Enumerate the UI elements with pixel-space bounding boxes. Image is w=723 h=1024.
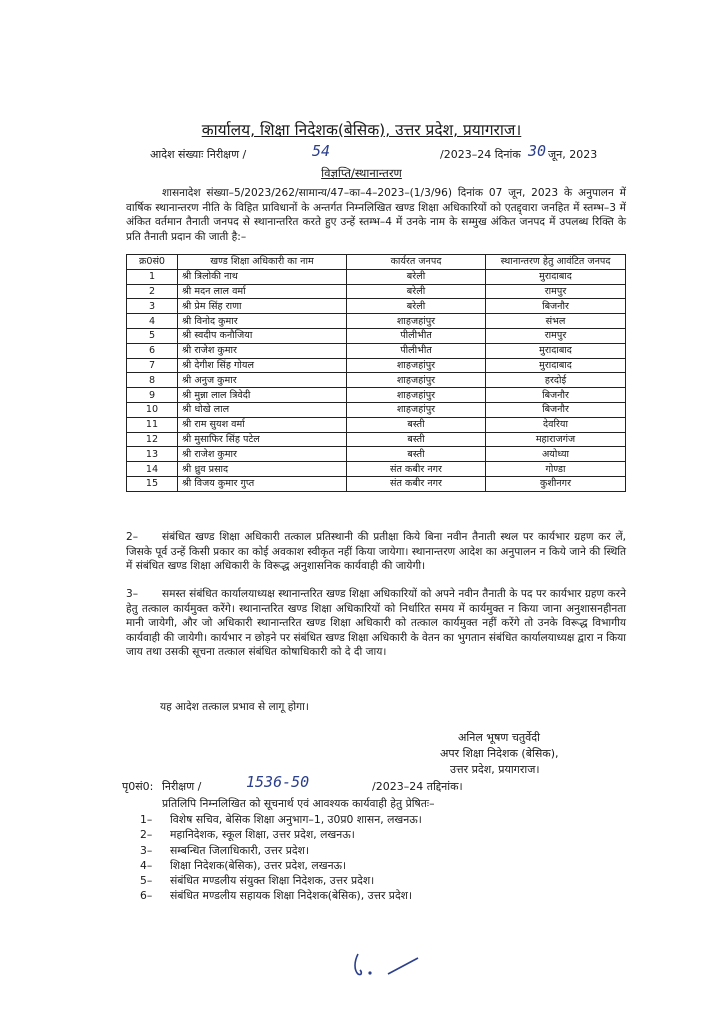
endorsement-prefix: निरीक्षण / [162,780,202,793]
table-row [127,447,626,462]
table-row [127,432,626,447]
table-row [127,284,626,299]
cc-item [140,843,422,858]
allotted-district-cell: गोण्डा [486,462,626,477]
cc-item [140,827,422,842]
cc-item-text: शिक्षा निदेशक(बेसिक), उत्तर प्रदेश, लखनऊ। [170,858,347,872]
current-district-cell: बस्ती [347,447,486,462]
cc-item-number: 3– [140,843,153,857]
allotted-district-cell: देवरिया [486,417,626,432]
order-number-handwritten: 54 [312,142,331,160]
office-title: कार्यालय, शिक्षा निदेशक(बेसिक), उत्तर प्रदेश, प्रयागराज। [201,121,522,139]
col-allotted-district-header: स्थानान्तरण हेतु आवंटित जनपद [486,255,626,270]
officer-name-cell: श्री मुन्ना लाल त्रिवेदी [178,388,347,403]
table-row [127,462,626,477]
cc-item [140,858,422,873]
endorsement-label: पृ0सं0: [122,780,154,793]
order-day-handwritten: 30 [528,142,547,160]
serial-cell: 13 [127,447,178,462]
current-district-cell: बस्ती [347,417,486,432]
current-district-cell: संत कबीर नगर [347,462,486,477]
allotted-district-cell: मुरादाबाद [486,343,626,358]
effect-line: यह आदेश तत्काल प्रभाव से लागू होगा। [160,701,309,713]
transfer-table [126,254,626,492]
cc-item-text: विशेष सचिव, बेसिक शिक्षा अनुभाग–1, उ0प्र0 शासन, लखनऊ। [170,813,422,826]
table-row [127,417,626,432]
paragraph-3 [126,587,626,660]
current-district-cell: शाहजहांपुर [347,358,486,373]
allotted-district-cell: रामपुर [486,328,626,343]
serial-cell: 4 [127,314,178,329]
table-row [127,269,626,284]
serial-cell: 8 [127,373,178,388]
allotted-district-cell: संभल [486,314,626,329]
current-district-cell: पीलीभीत [347,328,486,343]
current-district-cell: पीलीभीत [347,343,486,358]
endorsement-number-handwritten: 1536-50 [246,773,310,791]
current-district-cell: बस्ती [347,432,486,447]
paragraph-2-number: 2– [126,531,139,543]
officer-name-cell: श्री स्वदीप कनौजिया [178,328,347,343]
signature-initials [340,946,430,986]
officer-name-cell: श्री त्रिलोकी नाथ [178,269,347,284]
table-header-row [127,255,626,270]
cc-item-text: संबंधित मण्डलीय सहायक शिक्षा निदेशक(बेसिक), उत्तर प्रदेश। [170,889,413,903]
officer-name-cell: श्री ध्रुव प्रसाद [178,462,347,477]
table-row [127,314,626,329]
serial-cell: 14 [127,462,178,477]
signatory-designation: अपर शिक्षा निदेशक (बेसिक), [440,747,559,760]
allotted-district-cell: रामपुर [486,284,626,299]
current-district-cell: बरेली [347,269,486,284]
officer-name-cell: श्री देगीश सिंह गोयल [178,358,347,373]
allotted-district-cell: हरदोई [486,373,626,388]
serial-cell: 9 [127,388,178,403]
allotted-district-cell: बिजनौर [486,299,626,314]
allotted-district-cell: महाराजगंज [486,432,626,447]
serial-cell: 6 [127,343,178,358]
serial-cell: 1 [127,269,178,284]
officer-name-cell: श्री विनोद कुमार [178,314,347,329]
officer-name-cell: श्री राजेश कुमार [178,447,347,462]
table-row [127,299,626,314]
allotted-district-cell: मुरादाबाद [486,358,626,373]
paragraph-3-number: 3– [126,588,139,600]
officer-name-cell: श्री राम सुयश वर्मा [178,417,347,432]
intro-paragraph: शासनादेश संख्या–5/2023/262/सामान्य/47–का–4–2023–(1/3/96) दिनांक 07 जून, 2023 के अनुपालन में वार्षिक स्थानान्तरण नीति के विहित प्राविधानों के अन्तर्गत निम्नलिखित खण्ड शिक्षा अधिकारियों को एतद्द्वारा जनहित में स्तम्भ–3 में अंकित वर्तमान तैनाती जनपद से स्थानान्तरित करते हुए उन्हें स्तम्भ–4 में उनके नाम के सम्मुख अंकित जनपद में उपलब्ध रिक्ति के प्रति तैनाती प्रदान की जाती है:– [126,187,626,243]
current-district-cell: बरेली [347,299,486,314]
col-name-header: खण्ड शिक्षा अधिकारी का नाम [178,255,347,270]
signatory-location: उत्तर प्रदेश, प्रयागराज। [450,763,540,776]
order-date: जून, 2023 [548,148,598,161]
officer-name-cell: श्री धोखे लाल [178,402,347,417]
cc-item-number: 5– [140,874,153,888]
officer-name-cell: श्री प्रेम सिंह राणा [178,299,347,314]
current-district-cell: शाहजहांपुर [347,402,486,417]
serial-cell: 3 [127,299,178,314]
table-row [127,373,626,388]
serial-cell: 11 [127,417,178,432]
current-district-cell: शाहजहांपुर [347,373,486,388]
table-row [127,328,626,343]
allotted-district-cell: अयोध्या [486,447,626,462]
table-row [127,358,626,373]
order-year: /2023–24 दिनांक [440,148,521,161]
cc-item-text: संबंधित मण्डलीय संयुक्त शिक्षा निदेशक, उत्तर प्रदेश। [170,874,375,888]
current-district-cell: शाहजहांपुर [347,314,486,329]
officer-name-cell: श्री अनुज कुमार [178,373,347,388]
table-row [127,388,626,403]
cc-item-number: 6– [140,889,153,903]
officer-name-cell: श्री विजय कुमार गुप्त [178,476,347,491]
table-row [127,476,626,491]
paragraph-3-text: समस्त संबंधित कार्यालयाध्यक्ष स्थानान्तरित खण्ड शिक्षा अधिकारियों को अपने नवीन तैनाती के पद पर कार्यभार ग्रहण करने हेतु तत्काल कार्यमुक्त करेंगे। स्थानान्तरित खण्ड शिक्षा अधिकारियों को निर्धारित समय में कार्यमुक्त न किया जाना अनुशासनहीनता मानी जायेगी, और जो अधिकारी स्थानान्तरित खण्ड शिक्षा अधिकारी को तत्काल कार्यमुक्त नहीं करेंगे तो उनके विरूद्ध विभागीय कार्यवाही की जायेगी। कार्यभार न छोड़ने पर संबंधित खण्ड शिक्षा अधिकारी के वेतन का भुगतान संबंधित कार्यालयाध्यक्ष द्वारा न किया जाय तथा उसकी सूचना तत्काल संबंधित कोषाधिकारी को दे दी जाय। [126,588,626,659]
allotted-district-cell: बिजनौर [486,402,626,417]
cc-item-number: 4– [140,858,153,872]
current-district-cell: संत कबीर नगर [347,476,486,491]
cc-item-text: सम्बन्धित जिलाधिकारी, उत्तर प्रदेश। [170,843,310,857]
allotted-district-cell: मुरादाबाद [486,269,626,284]
serial-cell: 7 [127,358,178,373]
cc-item [140,812,422,827]
current-district-cell: शाहजहांपुर [347,388,486,403]
cc-item-number: 2– [140,828,153,842]
endorsement-year: /2023–24 तद्दिनांक। [372,780,463,793]
allotted-district-cell: बिजनौर [486,388,626,403]
serial-cell: 5 [127,328,178,343]
paragraph-2 [126,530,626,574]
col-serial-header: क्र0सं0 [127,255,178,270]
cc-item-number: 1– [140,813,153,826]
serial-cell: 10 [127,402,178,417]
serial-cell: 15 [127,476,178,491]
signatory-name: अनिल भूषण चतुर्वेदी [458,731,540,744]
cc-item [140,888,422,903]
officer-name-cell: श्री मुसाफिर सिंह पटेल [178,432,347,447]
cc-item-text: महानिदेशक, स्कूल शिक्षा, उत्तर प्रदेश, लखनऊ। [170,828,355,842]
col-current-district-header: कार्यरत जनपद [347,255,486,270]
cc-list [140,812,422,904]
paragraph-2-text: संबंधित खण्ड शिक्षा अधिकारी तत्काल प्रतिस्थानी की प्रतीक्षा किये बिना नवीन तैनाती स्थल पर कार्यभार ग्रहण कर लें, जिसके पूर्व उन्हें किसी प्रकार का कोई अवकाश स्वीकृत नहीं किया जायेगा। स्थानान्तरण आदेश का अनुपालन न किये जाने की स्थिति में संबंधित खण्ड शिक्षा अधिकारी के विरूद्ध अनुशासनिक कार्यवाही की जायेगी। [126,531,626,573]
serial-cell: 2 [127,284,178,299]
allotted-district-cell: कुशीनगर [486,476,626,491]
current-district-cell: बरेली [347,284,486,299]
order-label: आदेश संख्याः निरीक्षण / [150,148,247,161]
officer-name-cell: श्री मदन लाल वर्मा [178,284,347,299]
table-row [127,343,626,358]
officer-name-cell: श्री राजेश कुमार [178,343,347,358]
serial-cell: 12 [127,432,178,447]
notice-subtitle: विज्ञप्ति/स्थानान्तरण [321,166,402,180]
cc-intro: प्रतिलिपि निम्नलिखित को सूचनार्थ एवं आवश्यक कार्यवाही हेतु प्रेषितः– [162,797,435,810]
cc-item [140,873,422,888]
table-row [127,402,626,417]
